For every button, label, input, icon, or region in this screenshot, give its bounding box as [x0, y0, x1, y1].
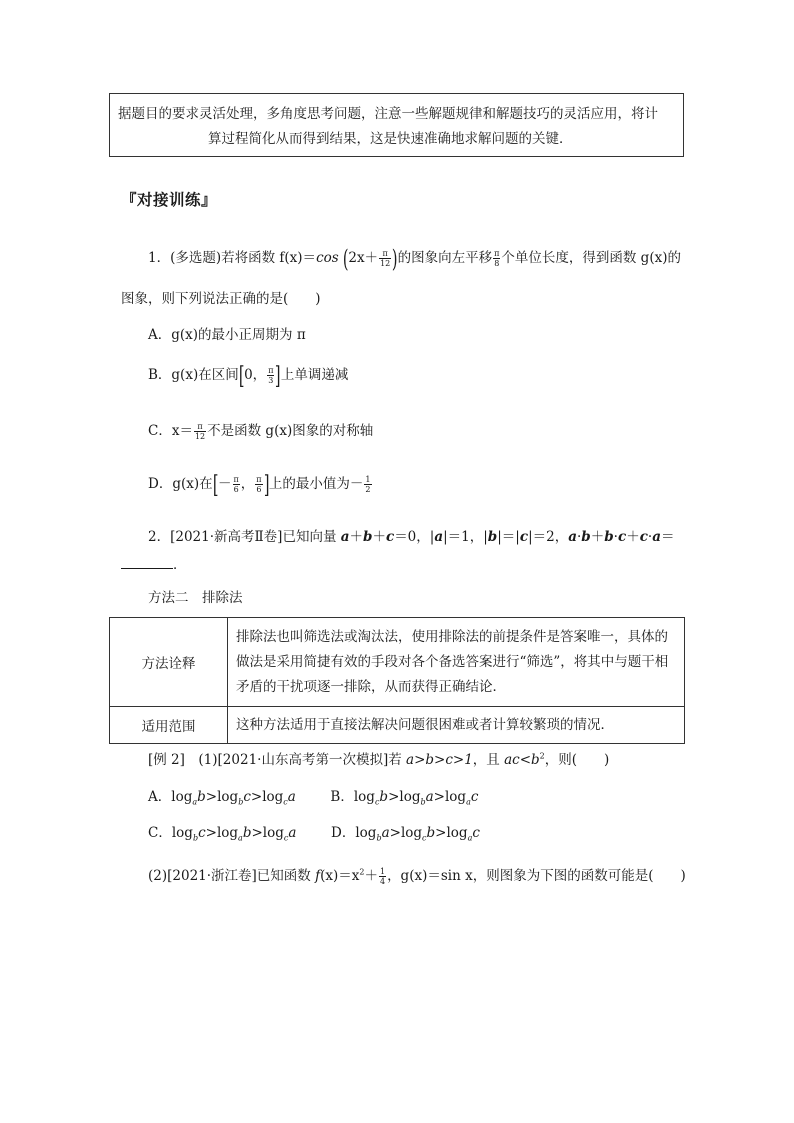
q1-arg: 2x＋	[348, 250, 379, 266]
q1-suffix: 个单位长度，得到函数 g(x)的	[501, 250, 681, 266]
method-table	[109, 617, 685, 744]
example2-part1-stem: [例 2] (1)[2021·山东高考第一次模拟]若 a>b>c>1，且 $ac<b^2$，则( )	[148, 751, 610, 768]
table-row	[110, 707, 685, 744]
q1-option-b: B．g(x)在区间[0， $\frac{\pi}{3}$ ]上单调递减	[148, 361, 349, 390]
row2-content: 这种方法适用于直接法解决问题很困难或者计算较繁琐的情况．	[228, 707, 685, 744]
pi-over-8-fraction: $\frac{\pi}{8}$	[494, 249, 500, 268]
right-bracket-symbol: ]	[275, 361, 281, 390]
one-half-fraction: $\frac{1}{2}$	[365, 475, 371, 494]
left-bracket-symbol: [	[238, 361, 245, 390]
q1-stem-line2: 图象，则下列说法正确的是( )	[121, 291, 321, 307]
q1-option-d: D．g(x)在[－ $\frac{\pi}{6}$ ， $\frac{\pi}{6}$ ]上的最小值为－ $\frac{1}{2}$	[148, 470, 371, 499]
row1-header: 方法诠释	[110, 618, 228, 707]
example2-options-cd	[148, 821, 480, 841]
q2-stem-line1: 2．[2021·新高考Ⅱ卷]已知向量 a＋b＋c＝0，|a|＝1，|b|＝|c|＝2，a·b＋b·c＋c·a＝	[148, 529, 675, 545]
right-bracket-symbol-d: ]	[263, 470, 270, 499]
method2-title: 方法二 排除法	[148, 590, 243, 606]
example2-option-b: B．$\log_cb>\log_ba>\log_ac$	[330, 789, 479, 807]
q1-option-c: C．x＝ $\frac{\pi}{12}$ 不是函数 g(x)图象的对称轴	[148, 422, 374, 441]
example2-option-c: C．$\log_bc>\log_ab>\log_ca$	[148, 825, 297, 843]
example2-options-ab	[148, 785, 478, 805]
left-paren-symbol: (	[342, 244, 349, 273]
one-quarter-fraction: $\frac{1}{4}$	[379, 867, 386, 886]
right-paren-symbol: )	[392, 244, 398, 273]
q2-answer-line: ．	[121, 553, 187, 573]
section-title: 『对接训练』	[121, 190, 218, 209]
pi-over-12-fraction: $\frac{\pi}{12}$	[380, 249, 391, 268]
q1-mid: 的图象向左平移	[397, 250, 493, 266]
example2-part2-stem: (2)[2021·浙江卷]已知函数 $f(x)=x^2+$ $\frac{1}{4}$ ，g(x)＝sin x，则图象为下图的函数可能是( )	[148, 867, 686, 886]
intro-box	[109, 93, 684, 157]
q1-cos: cos	[316, 250, 339, 266]
left-bracket-symbol-d: [	[212, 470, 219, 499]
pi-over-12-fraction-c: $\frac{\pi}{12}$	[194, 422, 206, 441]
example2-option-a: A．$\log_ab>\log_bc>\log_ca$	[148, 789, 296, 807]
q1-prefix: 1．(多选题)若将函数 f(x)＝	[148, 250, 317, 266]
intro-line-2: 算过程简化从而得到结果，这是快速准确地求解问题的关键．	[208, 131, 573, 147]
pi-over-3-fraction: $\frac{\pi}{3}$	[268, 366, 274, 385]
row2-header: 适用范围	[110, 707, 228, 744]
example2-option-d: D．$\log_ba>\log_cb>\log_ac$	[331, 825, 480, 843]
q1-stem-line1	[148, 244, 681, 273]
pi-over-6-fraction-1: $\frac{\pi}{6}$	[233, 475, 239, 494]
intro-line-1: 据题目的要求灵活处理，多角度思考问题，注意一些解题规律和解题技巧的灵活应用，将计	[118, 106, 658, 122]
q1-option-a: A．g(x)的最小正周期为 π	[148, 327, 306, 343]
pi-over-6-fraction-2: $\frac{\pi}{6}$	[256, 475, 262, 494]
table-row	[110, 618, 685, 707]
answer-blank[interactable]	[121, 556, 173, 569]
row1-content: 排除法也叫筛选法或淘汰法，使用排除法的前提条件是答案唯一，具体的 做法是采用简捷有效的手段对各个备选答案进行“筛选”，将其中与题干相 矛盾的干扰项逐一排除，从而获得正确结论．	[228, 618, 685, 707]
